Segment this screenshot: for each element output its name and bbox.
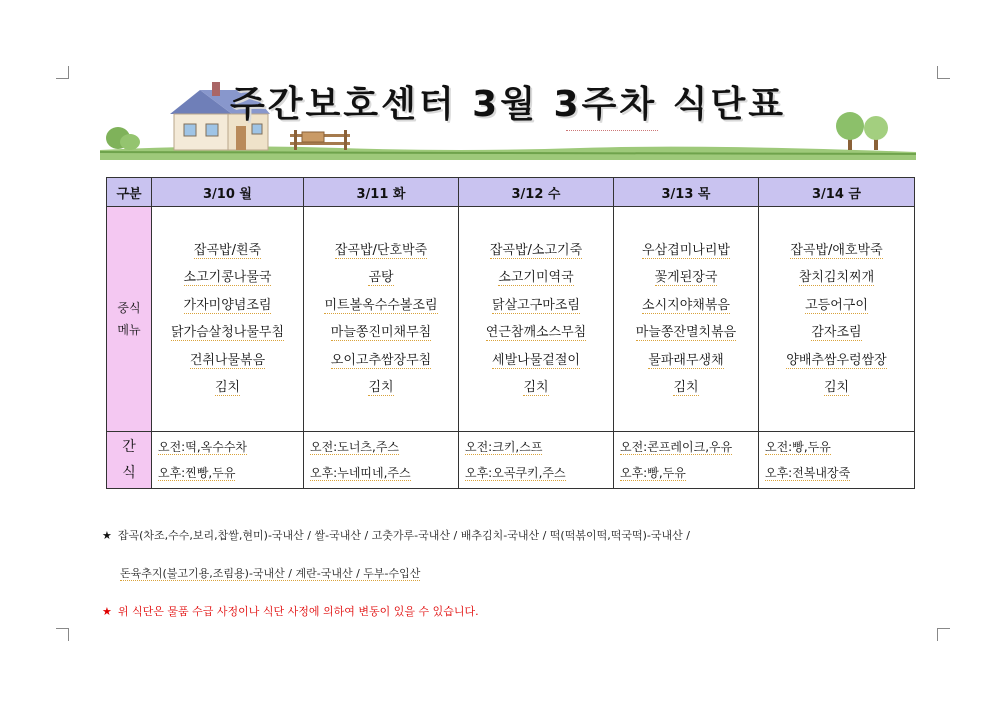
day-header: 3/10 월 (152, 178, 304, 207)
snack-row-label (107, 432, 152, 489)
day-header: 3/11 화 (304, 178, 459, 207)
lunch-cell-wed (459, 207, 614, 432)
menu-item: 감자조림 (811, 325, 862, 340)
crop-mark-bottom-left (56, 628, 69, 641)
menu-item: 꽃게된장국 (654, 270, 718, 285)
menu-item: 연근참깨소스무침 (485, 325, 587, 340)
menu-item: 닭가슴살청나물무침 (170, 325, 285, 340)
menu-item: 곰탕 (368, 270, 394, 285)
menu-item: 김치 (673, 380, 699, 395)
snack-item: 오후:오곡쿠키,주스 (465, 466, 566, 480)
snack-item: 오후:전복내장죽 (765, 466, 851, 480)
star-icon: ★ (102, 529, 112, 542)
lunch-cell-mon (152, 207, 304, 432)
snack-cell-fri (759, 432, 915, 489)
menu-item: 고등어구이 (805, 297, 868, 313)
snack-item: 오전:도너츠,주스 (310, 440, 400, 454)
lunch-cell-tue (304, 207, 459, 432)
snack-item: 오후:누네띠네,주스 (310, 466, 411, 480)
snack-label-line1: 간 (122, 439, 136, 455)
origin-note-text1: 잡곡(차조,수수,보리,찹쌀,현미)-국내산 / 쌀-국내산 / 고춧가루-국내산 / 배추김치-국내산 / 떡(떡볶이떡,떡국떡)-국내산 / (117, 529, 690, 542)
lunch-label-line1: 중식 (117, 301, 141, 315)
snack-item: 오전:빵,두유 (765, 440, 831, 454)
change-notice (102, 603, 479, 619)
menu-item: 잡곡밥/흰죽 (193, 242, 262, 258)
lunch-row-label (107, 207, 152, 432)
menu-item: 닭살고구마조림 (492, 297, 580, 313)
lunch-cell-thu (614, 207, 759, 432)
crop-mark-top-left (56, 66, 69, 79)
menu-item: 소고기콩나물국 (183, 270, 272, 285)
change-notice-text: 위 식단은 물품 수급 사정이나 식단 사정에 의하여 변동이 있을 수 있습니다. (117, 605, 479, 618)
menu-item: 김치 (523, 380, 549, 395)
star-icon: ★ (102, 605, 112, 618)
menu-item: 참치김치찌개 (798, 270, 875, 285)
day-header: 3/12 수 (459, 178, 614, 207)
origin-note-line2 (120, 565, 420, 581)
menu-item: 미트볼옥수수볼조림 (324, 297, 438, 313)
snack-cell-mon (152, 432, 304, 489)
menu-item: 김치 (823, 380, 850, 395)
snack-row (107, 432, 915, 489)
menu-item: 건취나물볶음 (189, 352, 266, 368)
snack-item: 오전:떡,옥수수차 (158, 440, 248, 454)
menu-item: 물파래무생채 (648, 352, 724, 368)
crop-mark-bottom-right (937, 628, 950, 641)
menu-item: 마늘쫑잔멸치볶음 (635, 325, 737, 340)
weekly-menu-table (106, 177, 915, 489)
menu-item: 세발나물겉절이 (492, 352, 580, 368)
origin-note-text2: 돈육추지(불고기용,조림용)-국내산 / 계란-국내산 / 두부-수입산 (120, 567, 421, 580)
table-header-row (107, 178, 915, 207)
snack-item: 오전:크키,스프 (465, 440, 543, 454)
day-header: 3/13 목 (614, 178, 759, 207)
menu-item: 우삼겹미나리밥 (642, 242, 730, 258)
menu-item: 오이고추쌈장무침 (330, 352, 432, 368)
menu-item: 가자미양념조림 (183, 297, 272, 313)
lunch-label-line2: 메뉴 (117, 323, 141, 337)
snack-cell-wed (459, 432, 614, 489)
menu-item: 잡곡밥/소고기죽 (489, 242, 583, 258)
corner-header: 구분 (107, 178, 152, 207)
menu-item: 소고기미역국 (498, 270, 574, 285)
menu-item: 김치 (368, 380, 394, 395)
menu-item: 잡곡밥/애호박죽 (790, 242, 883, 258)
crop-mark-top-right (937, 66, 950, 79)
lunch-cell-fri (759, 207, 915, 432)
snack-cell-tue (304, 432, 459, 489)
page-title: 주간보호센터 3월 3주차 식단표 (229, 84, 786, 125)
origin-note-line1 (102, 527, 690, 543)
snack-item: 오후:찐빵,두유 (158, 466, 236, 480)
menu-item: 김치 (214, 380, 241, 395)
menu-item: 양배추쌈우렁쌈장 (786, 352, 887, 368)
day-header: 3/14 금 (759, 178, 915, 207)
title-dotted-underline (566, 130, 658, 131)
snack-item: 오후:빵,두유 (620, 466, 686, 480)
menu-item: 소시지야채볶음 (642, 297, 730, 313)
snack-cell-thu (614, 432, 759, 489)
menu-item: 잡곡밥/단호박죽 (334, 242, 428, 258)
lunch-row (107, 207, 915, 432)
menu-item: 마늘쫑진미채무침 (330, 325, 432, 340)
snack-item: 오전:콘프레이크,우유 (620, 440, 733, 454)
snack-label-line2: 식 (122, 465, 136, 481)
